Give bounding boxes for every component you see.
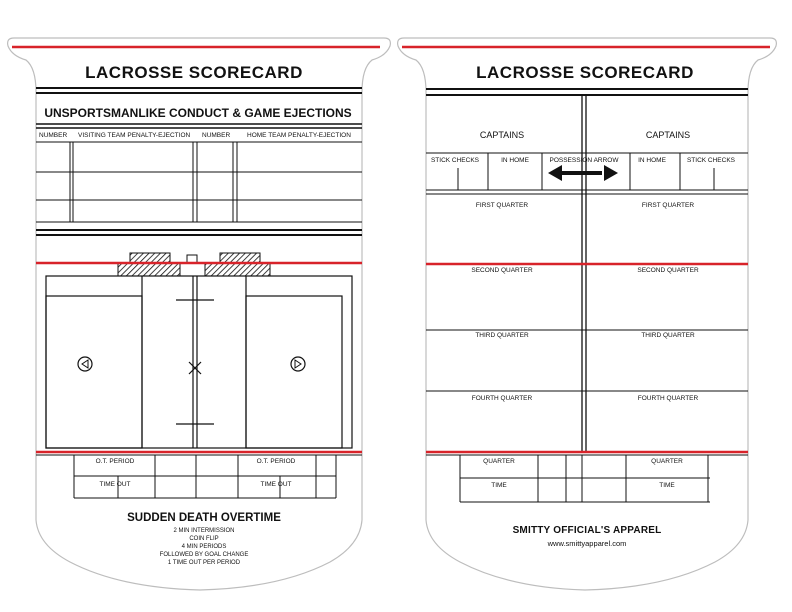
rule-coin-flip: COIN FLIP xyxy=(189,536,219,542)
second-quarter-home: SECOND QUARTER xyxy=(637,267,699,274)
in-home-label-home: IN HOME xyxy=(638,157,666,164)
rule-periods: 4 MIN PERIODS xyxy=(181,544,227,550)
time-out-label-visiting: TIME OUT xyxy=(99,481,131,488)
ot-period-label-visiting: O.T. PERIOD xyxy=(95,458,135,465)
fourth-quarter-visiting: FOURTH QUARTER xyxy=(471,395,533,402)
time-label-visiting: TIME xyxy=(491,482,507,489)
right-title: LACROSSE SCORECARD xyxy=(476,63,694,82)
left-title: LACROSSE SCORECARD xyxy=(85,63,303,82)
in-home-label-visiting: IN HOME xyxy=(501,157,529,164)
ot-period-label-home: O.T. PERIOD xyxy=(256,458,296,465)
ejections-subtitle: UNSPORTSMANLIKE CONDUCT & GAME EJECTIONS xyxy=(44,106,352,120)
rule-time-out: 1 TIME OUT PER PERIOD xyxy=(167,560,241,566)
quarter-label-visiting: QUARTER xyxy=(483,458,515,465)
second-quarter-visiting: SECOND QUARTER xyxy=(471,267,533,274)
stick-checks-label-home: STICK CHECKS xyxy=(686,157,736,164)
possession-arrow-label: POSSESSION ARROW xyxy=(549,157,619,164)
first-quarter-visiting: FIRST QUARTER xyxy=(475,202,529,209)
brand-name: SMITTY OFFICIAL'S APPAREL xyxy=(512,525,662,536)
captains-label-visiting: CAPTAINS xyxy=(479,130,525,140)
time-label-home: TIME xyxy=(659,482,675,489)
fourth-quarter-home: FOURTH QUARTER xyxy=(637,395,699,402)
third-quarter-visiting: THIRD QUARTER xyxy=(475,332,529,339)
captains-label-home: CAPTAINS xyxy=(645,130,691,140)
third-quarter-home: THIRD QUARTER xyxy=(641,332,695,339)
time-out-label-home: TIME OUT xyxy=(260,481,292,488)
rule-intermission: 2 MIN INTERMISSION xyxy=(173,528,235,534)
quarter-label-home: QUARTER xyxy=(651,458,683,465)
header-visiting-penalty: VISITING TEAM PENALTY-EJECTION xyxy=(78,132,191,139)
header-home-penalty: HOME TEAM PENALTY-EJECTION xyxy=(247,132,351,139)
stick-checks-label-visiting: STICK CHECKS xyxy=(430,157,480,164)
rule-goal-change: FOLLOWED BY GOAL CHANGE xyxy=(159,552,249,558)
first-quarter-home: FIRST QUARTER xyxy=(641,202,695,209)
sudden-death-title: SUDDEN DEATH OVERTIME xyxy=(127,512,281,524)
brand-website: www.smittyapparel.com xyxy=(547,539,627,548)
header-number-home: NUMBER xyxy=(202,132,231,139)
header-number-visiting: NUMBER xyxy=(39,132,68,139)
